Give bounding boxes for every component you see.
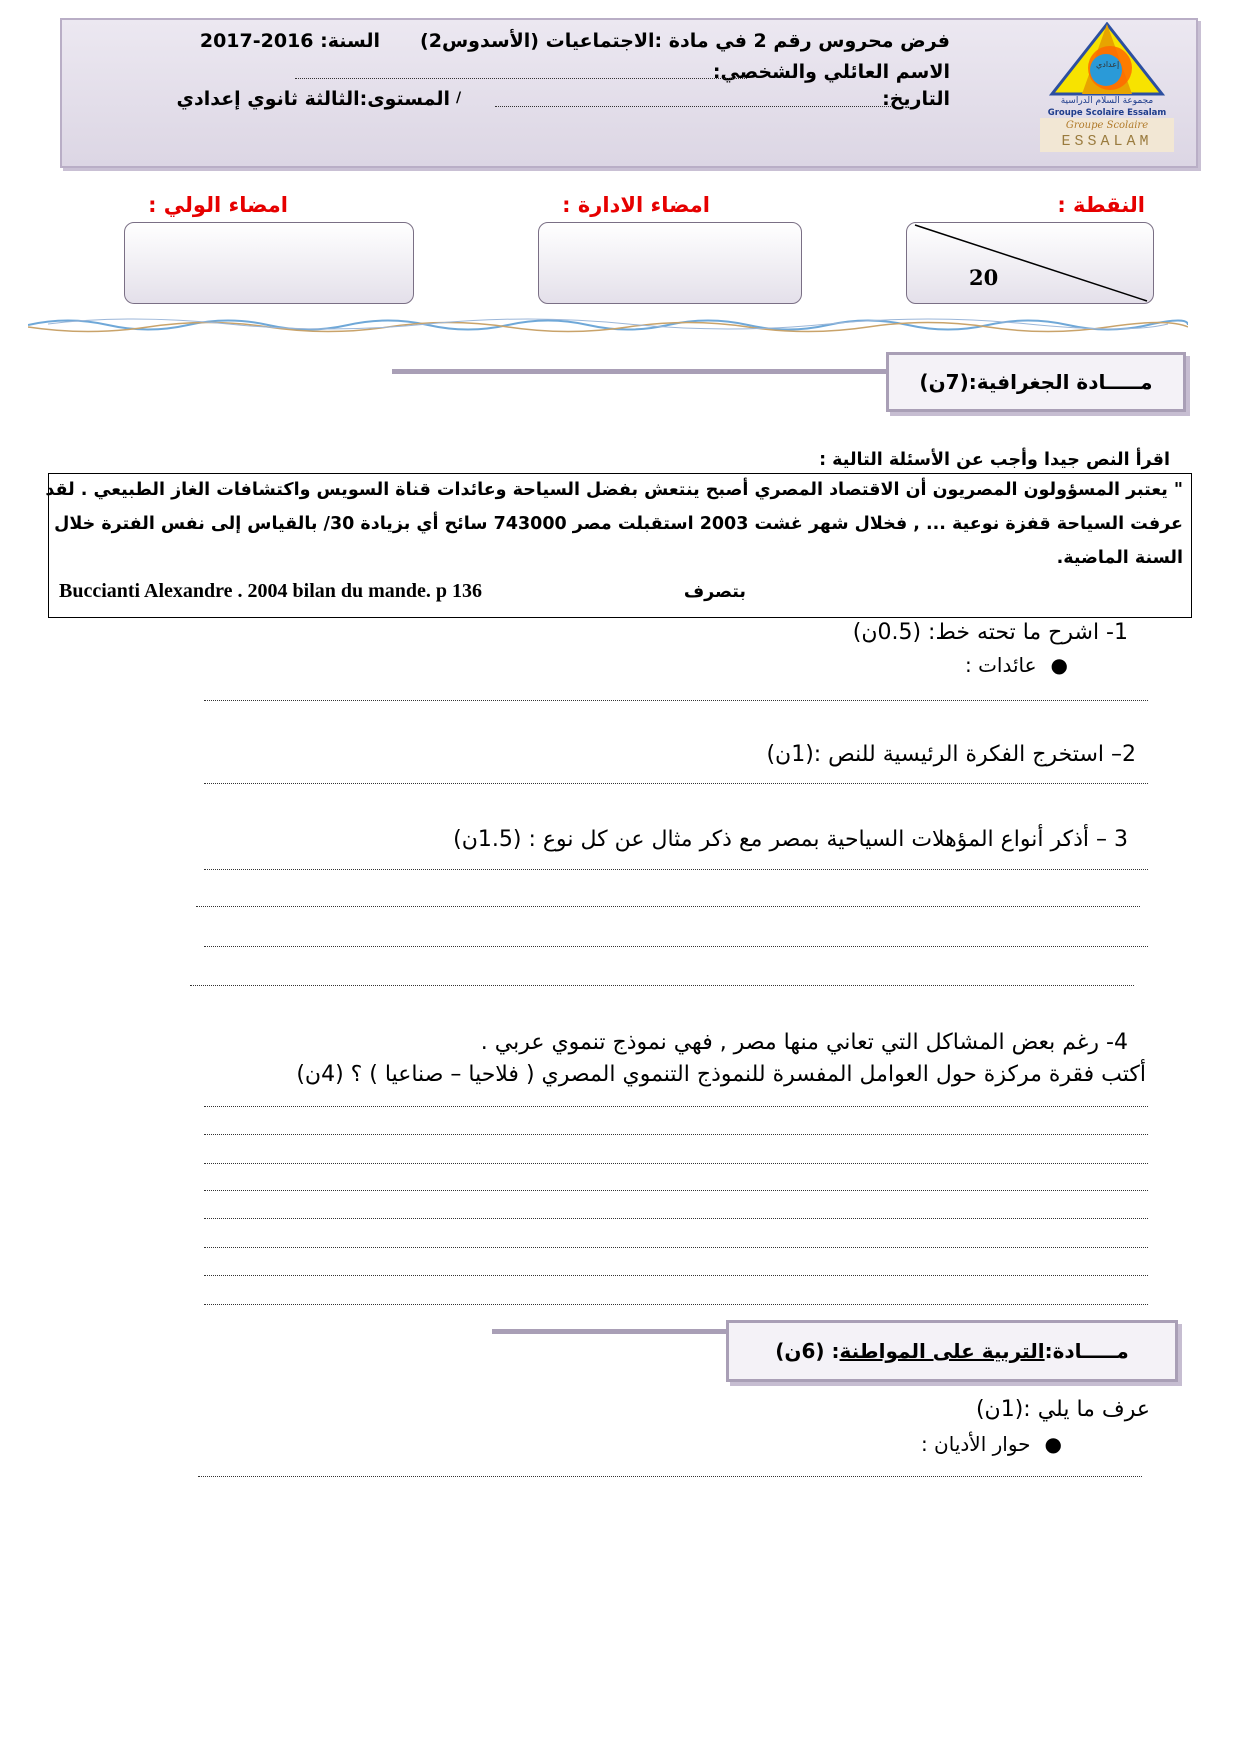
score-diagonal (907, 223, 1153, 303)
answer-line-q4-4[interactable] (204, 1190, 1148, 1191)
answer-line-q4-1[interactable] (204, 1106, 1148, 1107)
question-4-intro: 4- رغم بعض المشاكل التي تعاني منها مصر , فهي نموذج تنموي عربي . (480, 1030, 1128, 1055)
question-3: 3 – أذكر أنواع المؤهلات السياحية بمصر مع ذكر مثال عن كل نوع : (1.5ن) (453, 827, 1128, 852)
reading-instruction: اقرأ النص جيدا وأجب عن الأسئلة التالية : (819, 450, 1170, 470)
question-4: أكتب فقرة مركزة حول العوامل المفسرة للنموذج التنموي المصري ( فلاحيا – صناعيا ) ؟ (4ن) (296, 1062, 1146, 1087)
geography-section-title: مـــــادة الجغرافية:(7ن) (886, 352, 1186, 412)
logo-script-text: Groupe Scolaire (1065, 120, 1149, 131)
answer-line-q3-4[interactable] (190, 985, 1134, 986)
answer-line-q1[interactable] (204, 700, 1148, 701)
civics-term: حوار الأديان : (920, 1432, 1031, 1456)
answer-line-civics-1[interactable] (198, 1476, 1142, 1477)
bullet-icon: ● (1044, 1432, 1062, 1456)
section-bar-geography (392, 369, 892, 374)
answer-line-q3-2[interactable] (196, 906, 1140, 907)
answer-line-q3-1[interactable] (204, 869, 1148, 870)
logo-brand-text: ESSALAM (1061, 133, 1153, 150)
question-1: 1- اشرح ما تحته خط: (0.5ن) (852, 620, 1128, 645)
answer-line-q4-5[interactable] (204, 1218, 1148, 1219)
date-label: التاريخ: (882, 88, 950, 110)
date-separator: / (456, 90, 462, 106)
civics-question-1-item (921, 1432, 1062, 1456)
school-year: السنة: 2016-2017 (199, 30, 380, 52)
score-box (906, 222, 1154, 304)
civics-title-prefix: مـــــادة: (1044, 1339, 1129, 1363)
answer-line-q4-3[interactable] (204, 1163, 1148, 1164)
source-text-box (45, 473, 1192, 618)
text-line-1: " يعتبر المسؤولون المصريون أن الاقتصاد المصري أصبح ينتعش بفضل السياحة وعائدات قناة السويس واكتشافات الغاز الطبيعي . لقد (45, 480, 1183, 500)
logo-arabic-text: مجموعة السلام الدراسية (1060, 96, 1154, 106)
exam-title: فرض محروس رقم 2 في مادة :الاجتماعيات (الأسدوس2) (420, 30, 950, 52)
text-line-2: عرفت السياحة قفزة نوعية ... , فخلال شهر غشت 2003 استقبلت مصر 743000 سائح أي بزيادة 30/ بالقياس إلى نفس الفترة خلال (54, 514, 1183, 534)
civics-section-title (726, 1320, 1178, 1382)
answer-line-q4-8[interactable] (204, 1304, 1148, 1305)
name-field[interactable] (295, 78, 747, 79)
bullet-icon: ● (1050, 653, 1068, 677)
answer-line-q2[interactable] (204, 783, 1148, 784)
logo-center-text: إعدادي (1096, 60, 1120, 69)
answer-line-q3-3[interactable] (204, 946, 1148, 947)
source-adapted: بتصرف (683, 582, 746, 602)
civics-title-points: : (6ن) (775, 1339, 840, 1363)
guardian-signature-box[interactable] (124, 222, 414, 304)
wave-divider (28, 312, 1188, 338)
text-line-3: السنة الماضية. (1056, 548, 1183, 568)
admin-signature-box[interactable] (538, 222, 802, 304)
answer-line-q4-2[interactable] (204, 1134, 1148, 1135)
section-bar-civics (492, 1329, 732, 1334)
civics-title-subject: التربية على المواطنة (839, 1339, 1045, 1363)
question-1-item (965, 653, 1068, 677)
answer-line-q4-6[interactable] (204, 1247, 1148, 1248)
name-label: الاسم العائلي والشخصي: (712, 61, 950, 83)
answer-line-q4-7[interactable] (204, 1275, 1148, 1276)
score-label: النقطة : (1057, 193, 1145, 217)
civics-question-1: عرف ما يلي :(1ن) (975, 1397, 1150, 1422)
level-label: المستوى:الثالثة ثانوي إعدادي (176, 88, 450, 110)
question-2: 2– استخرج الفكرة الرئيسية للنص :(1ن) (766, 742, 1136, 767)
logo-french-text: Groupe Scolaire Essalam (1047, 108, 1167, 118)
source-reference: Buccianti Alexandre . 2004 bilan du mande. p 136 (59, 580, 483, 602)
school-logo (1040, 22, 1174, 152)
guardian-signature-label: امضاء الولي : (148, 193, 288, 217)
admin-signature-label: امضاء الادارة : (562, 193, 710, 217)
question-1-term: عائدات : (964, 653, 1037, 677)
date-field[interactable] (495, 106, 893, 107)
score-total: 20 (969, 265, 999, 290)
